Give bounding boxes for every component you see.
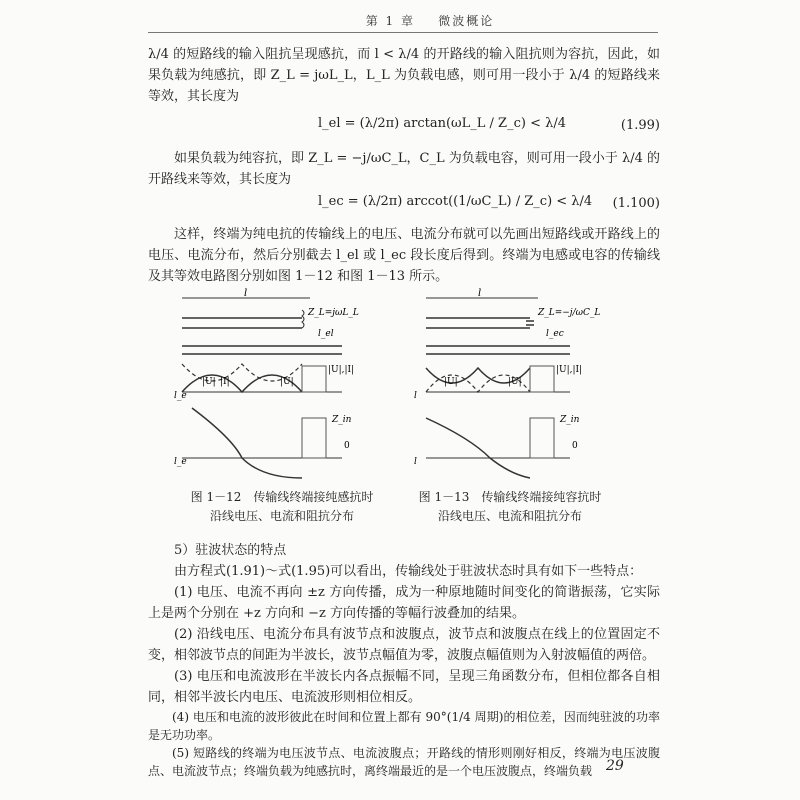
impedance-label: Z_in	[560, 415, 580, 425]
figure-1-12-diagram	[172, 288, 362, 480]
vi-label: |U|	[280, 377, 294, 387]
figure-1-13-diagram	[400, 288, 601, 480]
vi-label: |U|	[508, 377, 522, 387]
caption-line: 沿线电压、电流和阻抗分布	[437, 509, 582, 523]
equation-body: l_el = (λ/2π) arctan(ωL_L / Z_c) < λ/4	[318, 116, 566, 131]
feature-3: (3) 电压和电流波形在半波长内各点振幅不同，呈现三角函数分布，但相位都各自相同，相邻半波长内电压、电流波形则相位相反。	[148, 669, 660, 705]
equation-body: l_ec = (λ/2π) arccot((1/ωC_L) / Z_c) < λ/4	[318, 194, 593, 209]
page-number: 29	[606, 758, 624, 774]
figure-1-12-caption	[172, 488, 392, 526]
vi-label: |U|,|I|	[556, 365, 583, 375]
vi-label: |I|	[220, 377, 230, 387]
length-label: l	[478, 288, 482, 299]
line-label: l_e	[174, 391, 187, 401]
feature-2: (2) 沿线电压、电流分布具有波节点和波腹点，波节点和波腹点在线上的位置固定不变，相邻波节点的间距为半波长，波节点幅值为零，波腹点幅值则为入射波幅值的两倍。	[148, 627, 660, 663]
caption-line: 图 1－13 传输线终端接纯容抗时	[418, 490, 602, 504]
length-label: l	[244, 288, 248, 299]
segment-hatch-box	[302, 366, 326, 392]
feature-5: (5) 短路线的终端为电压波节点、电流波腹点；开路线的情形则刚好相反，终端为电压波腹点、电流波节点；终端负载为纯感抗时，离终端最近的是一个电压波腹点，终端负载	[148, 746, 660, 778]
section-intro: 由方程式(1.91)～式(1.95)可以看出，传输线处于驻波状态时具有如下一些特点：	[174, 564, 643, 579]
impedance-hatch-box	[302, 418, 326, 458]
section-title: 5）驻波状态的特点	[174, 543, 287, 558]
figure-1-13-caption	[400, 488, 620, 526]
inductor-symbol	[302, 310, 304, 328]
segment-label: l_ec	[546, 329, 564, 339]
impedance-label: Z_in	[332, 415, 352, 425]
load-label: Z_L=jωL_L	[308, 308, 359, 318]
load-label: Z_L=−j/ωC_L	[538, 308, 601, 318]
feature-4: (4) 电压和电流的波形彼此在时间和位置上都有 90°(1/4 周期)的相位差，因而纯驻波的功率是无功功率。	[148, 710, 660, 742]
paragraph-1: λ/4 的短路线的输入阻抗呈现感抗，而 l < λ/4 的开路线的输入阻抗则为容抗，因此，如果负载为纯感抗，即 Z_L = jωL_L，L_L 为负载电感，则可用一段小于 λ/4 的短路线来等效，其长度为	[148, 47, 660, 104]
segment-hatch-box	[530, 366, 554, 392]
equation-number: (1.99)	[620, 118, 660, 133]
paragraph-3: 这样，终端为纯电抗的传输线上的电压、电流分布就可以先画出短路线或开路线上的电压、电流分布，然后分别截去 l_el 或 l_ec 段长度后得到。终端为电感或电容的传输线及其等效电路图分别如图 1－12 和图 1－13 所示。	[148, 227, 660, 284]
equation-1-99	[148, 108, 660, 148]
line-label: l	[414, 391, 417, 401]
chapter-title: 微波概论	[438, 14, 495, 28]
vi-label: |U|,|I|	[328, 365, 355, 375]
line-label: l_e	[174, 457, 187, 467]
caption-line: 图 1－12 传输线终端接纯感抗时	[190, 490, 374, 504]
header-rule	[148, 32, 658, 33]
zero-label: 0	[344, 441, 350, 451]
impedance-hatch-box	[530, 418, 554, 458]
impedance-curve	[192, 408, 302, 478]
chapter-number: 第 1 章	[365, 14, 415, 28]
vi-label: |U|	[202, 377, 216, 387]
line-label: l	[414, 457, 417, 467]
impedance-curve	[426, 418, 530, 478]
paragraph-2: 如果负载为纯容抗，即 Z_L = −j/ωC_L，C_L 为负载电容，则可用一段小于 λ/4 的开路线来等效，其长度为	[148, 151, 660, 187]
feature-1: (1) 电压、电流不再向 ±z 方向传播，成为一种原地随时间变化的简谐振荡，它实际上是两个分别在 +z 方向和 −z 方向传播的等幅行波叠加的结果。	[148, 585, 660, 621]
zero-label: 0	[572, 441, 578, 451]
equation-number: (1.100)	[612, 196, 660, 211]
caption-line: 沿线电压、电流和阻抗分布	[209, 509, 354, 523]
running-header	[220, 12, 640, 29]
segment-label: l_el	[318, 329, 334, 339]
equation-1-100	[148, 186, 660, 226]
vi-label: |U|	[444, 377, 458, 387]
